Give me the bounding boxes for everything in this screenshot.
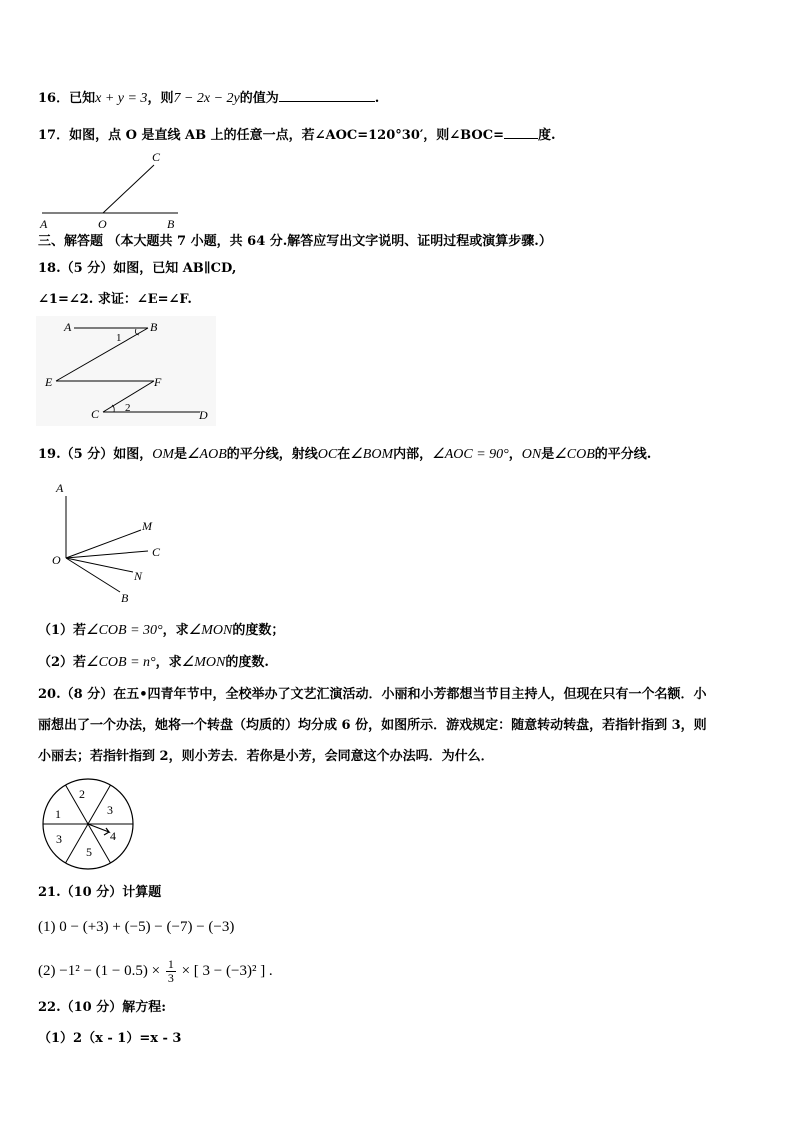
q16-expression: 7 − 2x − 2y [173, 91, 240, 106]
label-o: O [98, 217, 107, 231]
q19-p5: 内部， [393, 447, 433, 462]
label-o: O [52, 553, 61, 567]
spinner-figure [36, 776, 144, 876]
ray-oc [66, 551, 148, 558]
q19-p3: 的平分线，射线 [226, 447, 318, 462]
q19-sub2-post: 的度数. [225, 655, 269, 670]
ray-ob [66, 558, 120, 592]
sector-3-top: 3 [107, 803, 113, 817]
section-heading-text: 三、解答题 （本大题共 7 小题，共 64 分.解答应写出文字说明、证明过程或演算步骤.） [38, 234, 552, 249]
q22-sub1-text: （1）2（x - 1）=x - 3 [38, 1031, 182, 1046]
q16-mid: ，则 [147, 91, 174, 106]
q22-sub1 [38, 1030, 181, 1048]
ray-oc [103, 165, 154, 213]
q19-sub2-mid: ，求 [155, 655, 182, 670]
q19-p4: 在 [337, 447, 351, 462]
q16-number: 16． [38, 91, 70, 106]
q20-text-2: 丽想出了一个办法，她将一个转盘（均质的）均分成 6 份，如图所示．游戏规定：随意转动转盘，若指针指到 3，则 [38, 718, 707, 733]
label-angle1: 1 [116, 332, 122, 344]
fraction [166, 958, 176, 985]
q19-sub1-pre: （1）若 [38, 623, 87, 638]
q18-text-1: 18.（5 分）如图，已知 AB∥CD, [38, 261, 237, 276]
q19-p1: 19.（5 分）如图， [38, 447, 153, 462]
q16-answer-blank[interactable] [279, 88, 375, 102]
q19-p2: 是 [173, 447, 187, 462]
fraction-denominator: 3 [167, 971, 174, 985]
fraction-numerator: 1 [167, 957, 174, 971]
sector-1: 1 [55, 807, 61, 821]
q21-f2-left: (2) −1² − (1 − 0.5) × [38, 962, 161, 979]
q18-figure [36, 316, 216, 426]
q22-title-text: 22.（10 分）解方程: [38, 1000, 167, 1015]
q21-formula-2 [38, 958, 273, 985]
q19-sub2 [38, 654, 269, 672]
q19-sub1-target: ∠MON [188, 623, 233, 638]
q19-line1 [38, 446, 651, 464]
section-heading [38, 233, 552, 251]
q19-sub1 [38, 622, 284, 640]
q20-text-1: 20.（8 分）在五•四青年节中，全校举办了文艺汇演活动．小丽和小芳都想当节目主持人，但现在只有一个名额．小 [38, 687, 707, 702]
q17 [38, 125, 556, 145]
q19-sub1-cond: ∠COB = 30° [86, 623, 163, 638]
label-a: A [64, 320, 72, 334]
q18-line2 [38, 291, 192, 309]
sector-5: 5 [86, 845, 92, 859]
q19-oc: OC [317, 447, 338, 462]
label-b: B [167, 217, 175, 231]
sector-4: 4 [110, 829, 116, 843]
label-f: F [154, 375, 162, 389]
q19-sub2-pre: （2）若 [38, 655, 87, 670]
q19-sub1-post: 的度数； [232, 623, 285, 638]
label-a: A [56, 481, 64, 495]
q21-formula-1 [38, 918, 234, 936]
label-b: B [121, 591, 129, 605]
q21-f1-text: (1) 0 − (+3) + (−5) − (−7) − (−3) [38, 919, 235, 935]
q16 [38, 88, 379, 108]
label-n: N [134, 569, 143, 583]
q17-text: 17．如图，点 O 是直线 AB 上的任意一点，若∠AOC=120°30′，则∠BOC= [38, 128, 504, 143]
q17-end: 度. [537, 128, 556, 143]
ray-on [66, 558, 133, 572]
q16-pre: 已知 [69, 91, 96, 106]
label-d: D [199, 408, 208, 422]
q16-condition: x + y = 3 [95, 91, 148, 106]
sector-2: 2 [79, 787, 85, 801]
q19-on: ON [521, 447, 542, 462]
q21-title-text: 21.（10 分）计算题 [38, 885, 162, 900]
q20-line2 [38, 717, 707, 735]
label-m: M [142, 519, 152, 533]
q18-text-2: ∠1=∠2. 求证：∠E=∠F. [38, 292, 192, 307]
q19-sub2-target: ∠MON [181, 655, 226, 670]
q19-p7: 是 [541, 447, 555, 462]
sector-3-bottom: 3 [56, 832, 62, 846]
q16-end: . [374, 91, 380, 106]
q19-sub2-cond: ∠COB = n° [86, 655, 156, 670]
q20-text-3: 小丽去；若指针指到 2，则小芳去．若你是小芳，会同意这个办法吗．为什么． [38, 749, 494, 764]
label-c: C [91, 407, 100, 421]
q20-line3 [38, 748, 494, 766]
q20-line1 [38, 686, 707, 704]
label-e: E [45, 375, 53, 389]
q17-figure [36, 148, 186, 232]
label-a: A [40, 217, 48, 231]
q19-aob: ∠AOB [187, 447, 227, 462]
q21-title [38, 884, 161, 902]
q19-cob: ∠COB [554, 447, 595, 462]
q19-bom: ∠BOM [350, 447, 394, 462]
q18-line1 [38, 260, 236, 278]
q19-om: OM [152, 447, 174, 462]
label-angle2: 2 [125, 402, 131, 414]
q19-aoc: ∠AOC = 90° [432, 447, 509, 462]
label-c: C [152, 545, 161, 559]
q16-post: 的值为 [239, 91, 279, 106]
q19-sub1-mid: ，求 [162, 623, 189, 638]
q19-p6: ， [508, 447, 522, 462]
q19-figure [44, 478, 184, 608]
q19-p8: 的平分线. [594, 447, 652, 462]
label-c: C [152, 150, 161, 164]
q21-f2-right: × [ 3 − (−3)² ] . [181, 962, 273, 979]
label-b: B [150, 320, 158, 334]
q17-answer-blank[interactable] [504, 125, 538, 139]
q22-title [38, 999, 166, 1017]
ray-om [66, 530, 141, 558]
